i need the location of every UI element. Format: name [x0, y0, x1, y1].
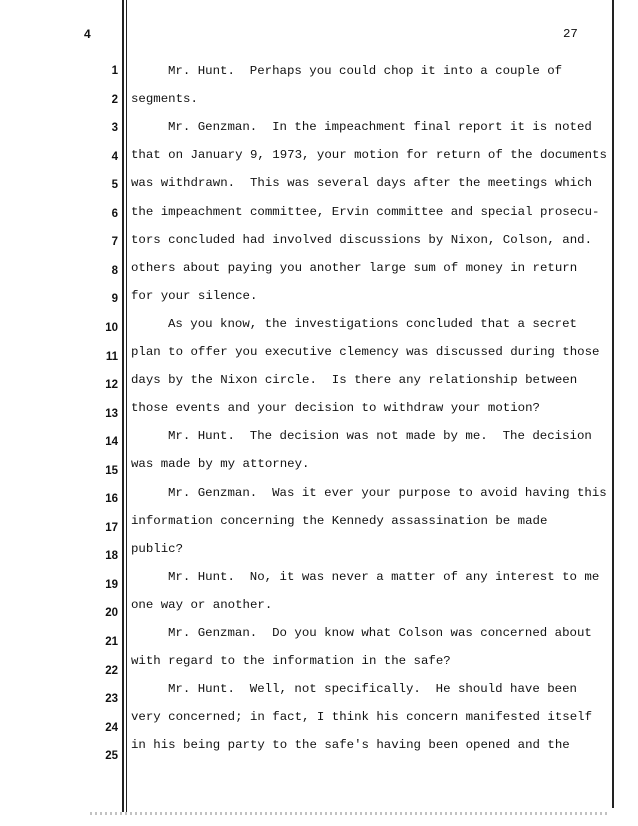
line-number: 4 — [111, 150, 118, 163]
transcript-line: with regard to the information in the safe? — [131, 654, 451, 669]
transcript-line: Mr. Hunt. Well, not specifically. He should have been — [168, 682, 577, 697]
line-number: 19 — [105, 578, 118, 591]
transcript-line: Mr. Genzman. Do you know what Colson was concerned about — [168, 626, 592, 640]
transcript-line: Mr. Genzman. In the impeachment final report it is noted — [168, 120, 592, 135]
line-number: 11 — [105, 350, 118, 363]
line-number: 16 — [105, 493, 118, 506]
line-number: 5 — [111, 179, 118, 192]
line-number: 2 — [111, 93, 118, 106]
line-number: 15 — [105, 464, 118, 477]
transcript-line: the impeachment committee, Ervin committee and special prosecu- — [131, 204, 600, 219]
transcript-line: very concerned; in fact, I think his concern manifested itself — [131, 710, 593, 725]
transcript-line: plan to offer you executive clemency was discussed during those — [131, 345, 600, 359]
scan-artifact-line — [90, 812, 610, 815]
transcript-line: Mr. Genzman. Was it ever your purpose to avoid having this — [168, 485, 607, 500]
line-number: 7 — [111, 236, 118, 249]
left-margin-rule-outer — [122, 0, 124, 812]
line-number: 1 — [111, 65, 118, 77]
line-number: 9 — [111, 293, 118, 306]
line-number: 23 — [105, 693, 118, 706]
line-number: 21 — [105, 636, 118, 648]
line-number: 25 — [105, 750, 118, 763]
line-number: 24 — [105, 721, 118, 734]
transcript-line: Mr. Hunt. Perhaps you could chop it into a couple of — [168, 64, 563, 78]
line-number: 13 — [105, 407, 118, 420]
transcript-line: information concerning the Kennedy assassination be made — [131, 513, 548, 528]
transcript-line: segments. — [131, 92, 198, 107]
line-number: 8 — [111, 264, 118, 277]
line-number: 17 — [105, 521, 118, 534]
transcript-line: that on January 9, 1973, your motion for return of the documents — [131, 148, 607, 163]
transcript-line: Mr. Hunt. The decision was not made by me. The decision — [168, 429, 592, 444]
line-number: 18 — [105, 550, 118, 563]
transcript-line: those events and your decision to withdraw your motion? — [131, 401, 540, 416]
transcript-line: for your silence. — [131, 288, 258, 303]
transcript-line: public? — [131, 541, 184, 556]
transcript-line: tors concluded had involved discussions by Nixon, Colson, and. — [131, 232, 593, 247]
line-number: 22 — [105, 664, 118, 677]
transcript-line: in his being party to the safe's having been opened and the — [131, 738, 570, 753]
page-side-mark: 4 — [84, 27, 91, 41]
transcript-line: As you know, the investigations concluded that a secret — [168, 316, 577, 331]
transcript-line: was withdrawn. This was several days after the meetings which — [131, 176, 593, 191]
line-number: 20 — [105, 607, 118, 620]
line-number: 6 — [111, 207, 118, 220]
line-number: 3 — [111, 122, 118, 135]
line-number: 14 — [105, 436, 118, 449]
page-number: 27 — [563, 27, 578, 41]
left-margin-rule-inner — [126, 0, 127, 812]
line-number: 12 — [105, 379, 118, 392]
transcript-line: was made by my attorney. — [131, 457, 310, 472]
transcript-line: days by the Nixon circle. Is there any relationship between — [131, 373, 578, 388]
right-margin-rule — [612, 0, 614, 808]
transcript-line: Mr. Hunt. No, it was never a matter of any interest to me — [168, 569, 600, 584]
transcript-line: one way or another. — [131, 597, 273, 612]
line-number: 10 — [105, 321, 118, 334]
transcript-line: others about paying you another large sum of money in return — [131, 260, 578, 275]
